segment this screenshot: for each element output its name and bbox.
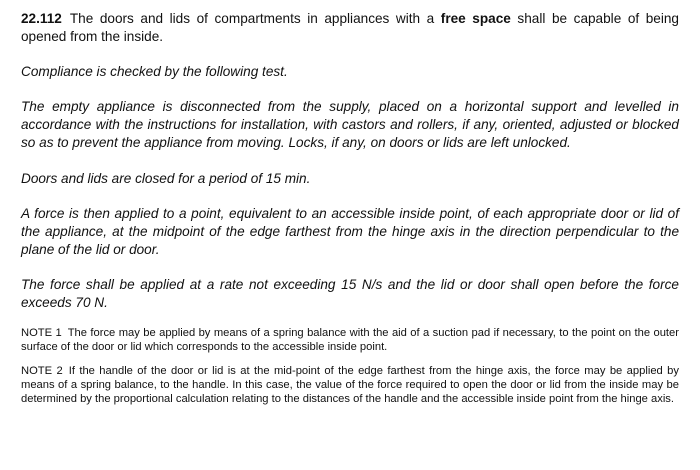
clause-text-after: shall be capable of being opened from the inside. [21, 11, 679, 44]
force-application-paragraph: A force is then applied to a point, equivalent to an accessible inside point, of each appropriate door or lid of the appliance, at the midpoint of the edge farthest from the hinge axis in the direction perpendicular to the plane of the lid or door. [21, 206, 679, 257]
clause-paragraph [21, 10, 679, 46]
closing-period-paragraph: Doors and lids are closed for a period of 15 min. [21, 171, 311, 186]
note-2 [21, 364, 679, 406]
note-1-label: NOTE 1 [21, 327, 62, 339]
clause-number: 22.112 [21, 11, 62, 26]
document-body [21, 10, 679, 406]
test-setup-paragraph: The empty appliance is disconnected from the supply, placed on a horizontal support and levelled in accordance with the instructions for installation, with castors and rollers, if any, oriented, adjusted or blocked so as to prevent the appliance from moving. Locks, if any, on doors or lids are left unlocked. [21, 99, 679, 150]
force-rate-paragraph: The force shall be applied at a rate not exceeding 15 N/s and the lid or door shall open before the force exceeds 70 N. [21, 277, 679, 310]
note-1-text: The force may be applied by means of a spring balance with the aid of a suction pad if necessary, to the point on the outer surface of the door or lid which corresponds to the accessible inside point. [21, 327, 679, 353]
compliance-paragraph: Compliance is checked by the following test. [21, 64, 288, 79]
note-2-text: If the handle of the door or lid is at the mid-point of the edge farthest from the hinge axis, the force may be applied by means of a spring balance, to the handle. In this case, the value of the force required to open the door or lid from the inside may be determined by the proportional calculation relating to the distances of the handle and the accessible inside point from the hinge axis. [21, 365, 679, 405]
note-2-label: NOTE 2 [21, 365, 63, 377]
clause-term-free-space: free space [440, 11, 511, 26]
note-1 [21, 326, 679, 354]
clause-text-before: The doors and lids of compartments in appliances with a [69, 11, 441, 26]
